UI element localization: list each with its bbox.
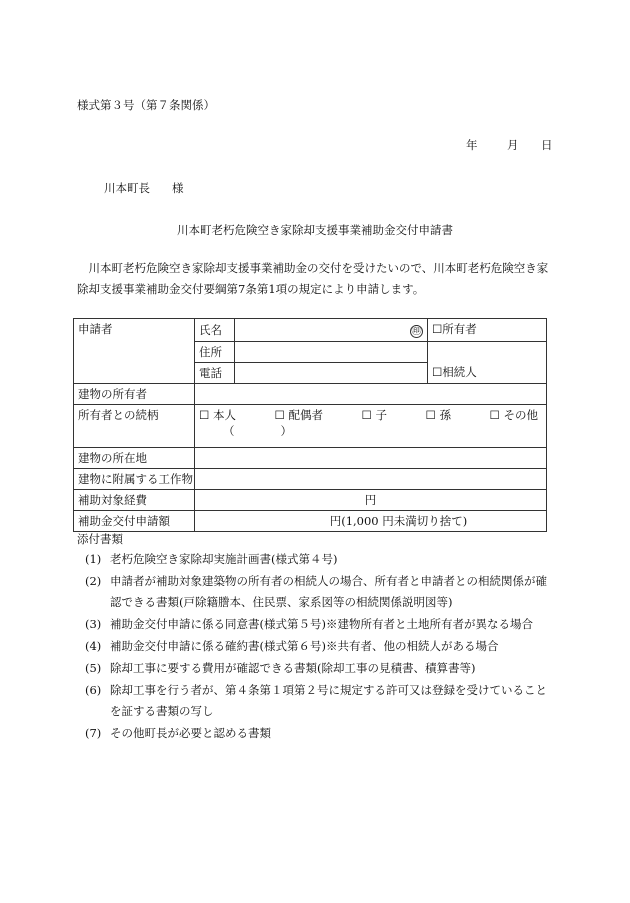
building-location-label: 建物の所在地 bbox=[74, 448, 195, 469]
list-item bbox=[85, 636, 555, 657]
attached-structure-field[interactable] bbox=[195, 469, 547, 490]
relation-option-grandchild[interactable]: ☐ 孫 bbox=[425, 408, 451, 422]
recipient-honorific: 様 bbox=[172, 181, 184, 195]
relation-option-self[interactable]: ☐ 本人 bbox=[199, 408, 236, 422]
grant-amount-field[interactable]: 円(1,000 円未満切り捨て) bbox=[195, 511, 547, 532]
target-cost-field[interactable]: 円 bbox=[195, 490, 547, 511]
item-text: 補助金交付申請に係る同意書(様式第５号)※建物所有者と土地所有者が異なる場合 bbox=[110, 617, 533, 631]
application-table bbox=[73, 318, 547, 532]
table-row bbox=[74, 448, 547, 469]
item-number: (3) bbox=[85, 617, 102, 631]
target-cost-label: 補助対象経費 bbox=[74, 490, 195, 511]
item-text: その他町長が必要と認める書類 bbox=[110, 726, 271, 740]
list-item bbox=[85, 549, 555, 570]
table-row bbox=[74, 384, 547, 405]
grant-amount-label: 補助金交付申請額 bbox=[74, 511, 195, 532]
building-owner-label: 建物の所有者 bbox=[74, 384, 195, 405]
list-item bbox=[85, 571, 555, 613]
list-item bbox=[85, 614, 555, 635]
item-number: (7) bbox=[85, 726, 102, 740]
list-item bbox=[85, 680, 555, 722]
table-row bbox=[74, 511, 547, 532]
item-text: 除却工事に要する費用が確認できる書類(除却工事の見積書、積算書等) bbox=[110, 661, 476, 675]
date-year-label: 年 bbox=[466, 138, 478, 152]
applicant-label: 申請者 bbox=[74, 319, 195, 384]
item-number: (2) bbox=[85, 574, 102, 588]
item-number: (6) bbox=[85, 683, 102, 697]
building-location-field[interactable] bbox=[195, 448, 547, 469]
item-text: 申請者が補助対象建築物の所有者の相続人の場合、所有者と申請者との相続関係が確認できる書類(戸除籍謄本、住民票、家系図等の相続関係説明図等) bbox=[110, 574, 547, 609]
recipient-name: 川本町長 bbox=[104, 181, 150, 195]
date-month-label: 月 bbox=[507, 138, 519, 152]
form-number: 様式第３号（第７条関係） bbox=[77, 98, 215, 112]
item-text: 老朽危険空き家除却実施計画書(様式第４号) bbox=[110, 552, 338, 566]
phone-label: 電話 bbox=[195, 363, 235, 384]
relation-option-child[interactable]: ☐ 子 bbox=[361, 408, 387, 422]
relation-option-spouse[interactable]: ☐ 配偶者 bbox=[274, 408, 323, 422]
item-number: (4) bbox=[85, 639, 102, 653]
list-item bbox=[85, 723, 555, 744]
recipient bbox=[104, 180, 184, 196]
phone-field[interactable] bbox=[235, 363, 428, 384]
table-row bbox=[74, 469, 547, 490]
owner-checkbox[interactable]: ☐所有者 bbox=[428, 319, 547, 342]
name-field[interactable] bbox=[235, 319, 428, 342]
relation-label: 所有者との続柄 bbox=[74, 405, 195, 448]
heir-checkbox[interactable]: ☐相続人 bbox=[428, 342, 547, 384]
table-row bbox=[74, 319, 547, 342]
item-text: 補助金交付申請に係る確約書(様式第６号)※共有者、他の相続人がある場合 bbox=[110, 639, 499, 653]
document-title: 川本町老朽危険空き家除却支援事業補助金交付申請書 bbox=[177, 223, 453, 237]
item-text: 除却工事を行う者が、第４条第１項第２号に規定する許可又は登録を受けていることを証する書類の写し bbox=[110, 683, 547, 718]
relation-options bbox=[199, 407, 542, 423]
attached-structure-label: 建物に附属する工作物 bbox=[74, 469, 195, 490]
list-item bbox=[85, 658, 555, 679]
relation-field bbox=[195, 405, 547, 448]
table-row bbox=[74, 405, 547, 448]
building-owner-field[interactable] bbox=[195, 384, 547, 405]
attachments-list bbox=[85, 549, 555, 745]
item-number: (1) bbox=[85, 552, 102, 566]
date-day-label: 日 bbox=[541, 138, 553, 152]
address-field[interactable] bbox=[235, 342, 428, 363]
attachments-heading: 添付書類 bbox=[77, 532, 123, 546]
relation-option-other[interactable]: ☐ その他 bbox=[489, 408, 538, 422]
table-row bbox=[74, 490, 547, 511]
relation-other-paren: （ ） bbox=[223, 424, 292, 438]
name-label: 氏名 bbox=[195, 319, 235, 342]
intro-paragraph: 川本町老朽危険空き家除却支援事業補助金の交付を受けたいので、川本町老朽危険空き家除却支援事業補助金交付要綱第7条第1項の規定により申請します。 bbox=[77, 261, 549, 296]
item-number: (5) bbox=[85, 661, 102, 675]
seal-mark: ㊞ bbox=[411, 325, 422, 337]
address-label: 住所 bbox=[195, 342, 235, 363]
